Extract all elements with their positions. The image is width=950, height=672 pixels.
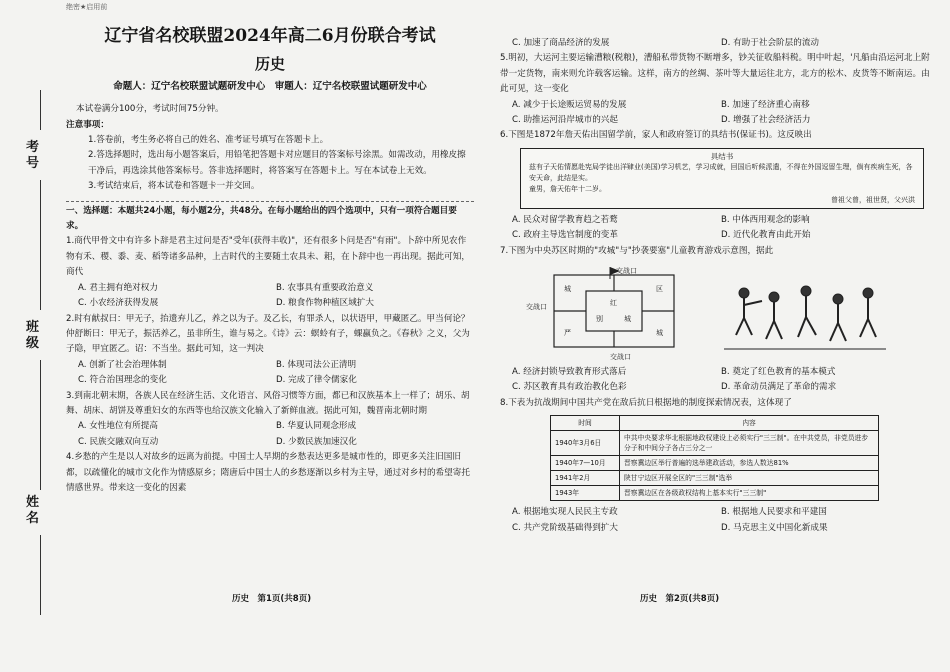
- table-cell: 1940年3月6日: [551, 431, 620, 456]
- option[interactable]: D. 有助于社会阶层的流动: [721, 38, 820, 48]
- kaohao-label: 考号: [26, 140, 40, 171]
- option[interactable]: C. 小农经济获得发展: [78, 298, 159, 309]
- notice-item: 3.考试结束后，将本试卷和答题卡一并交回。: [88, 181, 260, 192]
- question-3-options: [66, 419, 474, 450]
- question-2-stem: 2.时有献叔曰：甲无子，抬遗弃儿乙，养之以为子。及乙长，有罪杀人，以状语甲，甲藏匿乙。甲当何论？仲舒断曰：甲无子，振活养乙，虽非所生，谁与易之。《诗》云：螟蛉有子，蜾蠃负之。《春秋》之义，父为子隐，甲宜匿乙。诏：不当坐。据此可知，这一判决: [66, 313, 470, 355]
- table-cell: 1943年: [551, 486, 620, 501]
- top-note: 绝密★启用前: [66, 3, 108, 11]
- bond-line: 童男，詹天佑年十二岁。: [529, 184, 606, 193]
- option[interactable]: B. 奠定了红色教育的基本模式: [721, 367, 836, 378]
- option[interactable]: B. 体现司法公正清明: [276, 359, 357, 370]
- question-7-options: [500, 365, 930, 396]
- option[interactable]: C. 共产党阶级基础得到扩大: [512, 522, 618, 533]
- table-header: 内容: [620, 416, 879, 431]
- option[interactable]: D. 近代化教育由此开始: [721, 230, 811, 241]
- table-cell: 1940年7—10月: [551, 456, 620, 471]
- option[interactable]: C. 加速了商品经济的发展: [512, 38, 610, 48]
- option[interactable]: D. 马克思主义中国化新成果: [721, 522, 828, 533]
- option[interactable]: D. 革命动员满足了革命的需求: [721, 382, 837, 393]
- diagram-label: 交战口: [616, 267, 637, 276]
- option[interactable]: D. 完成了律令儒家化: [276, 375, 357, 386]
- option[interactable]: A. 君主拥有绝对权力: [78, 282, 158, 293]
- option[interactable]: C. 助推运河沿岸城市的兴起: [512, 115, 618, 126]
- children-game-illustration: [714, 263, 894, 361]
- question-1-options: [66, 281, 474, 312]
- question-4-options: [500, 36, 930, 51]
- notice-item: 2.答选择题时，选出每小题答案后，用铅笔把答题卡对应题目的答案标号涂黑。如需改动，用橡皮擦干净后，再选涂其他答案标号。答非选择题时，将答案写在答题卡上。写在本试卷上无效。: [88, 150, 466, 176]
- diagram-label: 城: [624, 315, 631, 324]
- question-2-options: [66, 358, 474, 389]
- question-7-stem: 7.下图为中央苏区时期的"攻城"与"抄袭要塞"儿童教育游戏示意图，据此: [500, 245, 774, 256]
- notice-title: 注意事项：: [66, 119, 109, 130]
- score-line: 本试卷满分100分，考试时间75分钟。: [76, 104, 224, 115]
- question-8-table: [550, 415, 879, 501]
- authors-line: 命题人：辽宁名校联盟试题研发中心 审题人：辽宁名校联盟试题研发中心: [113, 80, 427, 92]
- exam-title: 辽宁省名校联盟2024年高二6月份联合考试: [104, 26, 436, 47]
- table-cell: 中共中央要求华北根据地政权建设上必须实行"三三制"。在中共党员，非党员进步分子和中间分子各占三分之一: [620, 431, 879, 456]
- bond-signature: 曾祖父曾，祖世贤，父兴洪: [831, 195, 915, 204]
- question-8-options: [500, 505, 930, 536]
- question-6-stem: 6.下图是1872年詹天佑出国留学前，家人和政府签订的具结书(保证书)。这反映出: [500, 130, 812, 141]
- option[interactable]: A. 女性地位有所提高: [78, 421, 158, 432]
- binding-margin: [0, 0, 62, 672]
- subject-title: 历史: [254, 55, 285, 74]
- question-8-stem: 8.下表为抗战期间中国共产党在敌后抗日根据地的制度探索情况表，这体现了: [500, 397, 792, 408]
- divider: [66, 201, 474, 202]
- diagram-label: 交战口: [526, 303, 547, 312]
- option[interactable]: D. 少数民族加速汉化: [276, 436, 357, 447]
- table-cell: 陕甘宁边区开展全区的"三三制"选举: [620, 471, 879, 486]
- page-1: [66, 0, 474, 496]
- option[interactable]: B. 中体西用观念的影响: [721, 214, 810, 225]
- margin-rule: [40, 360, 41, 490]
- page-2-footer: 历史 第2页(共8页): [640, 594, 720, 604]
- figure-head: [739, 288, 749, 298]
- table-row: [551, 431, 879, 456]
- option[interactable]: C. 符合治国理念的变化: [78, 375, 167, 386]
- bond-line: 兹有子天佑情愿赴宪局学徒出洋肄业(美国)学习机艺，学习成就，回国后听候派遣，不得在外国逗留生理，倘有疾病生死，各安天命，此结是实。: [529, 162, 913, 182]
- game-diagram: [524, 263, 704, 361]
- diagram-label: 区: [656, 285, 663, 294]
- question-5-options: [500, 98, 930, 129]
- bond-document: [520, 148, 924, 209]
- question-1-stem: 1.商代甲骨文中有许多卜辞是君主过问是否"受年(获得丰收)"，还有很多卜问是否"有雨"。卜辞中所见农作物有禾、稷、黍、麦、稻等诸多品种，上吉时代的主要随土农具未、耜，在卜辞中也一再出现。据此可知，商代: [66, 236, 470, 278]
- option[interactable]: B. 华夏认同观念形成: [276, 421, 357, 432]
- page-2: [500, 0, 930, 536]
- notice-item: 1.答卷前，考生务必将自己的姓名、准考证号填写在答题卡上。: [88, 135, 329, 146]
- banji-label: 班级: [26, 320, 40, 351]
- diagram-label: 红: [610, 299, 617, 308]
- table-row: [551, 471, 879, 486]
- question-6-options: [500, 213, 930, 244]
- option[interactable]: B. 根据地人民要求和平建国: [721, 507, 827, 518]
- section-heading: 一、选择题：本题共24小题，每小题2分，共48分。在每小题给出的四个选项中，只有一项符合题目要求。: [66, 205, 457, 232]
- table-cell: 晋察冀边区举行普遍的选举建政活动，参选人数达81%: [620, 456, 879, 471]
- diagram-label: 城: [656, 329, 663, 338]
- question-3-stem: 3.到南北朝末期，各族人民在经济生活、文化语言、风俗习惯等方面，都已和汉族基本上一样了；胡乐、胡舞、胡床、胡饼及尊重妇女的东西等也给汉族文化输入了新鲜血液。据此可知，魏晋南北朝时期: [66, 390, 470, 416]
- diagram-label: 严: [564, 329, 571, 338]
- xingming-label: 姓名: [26, 495, 40, 526]
- option[interactable]: A. 根据地实现人民民主专政: [512, 507, 618, 518]
- option[interactable]: B. 农事具有重要政治意义: [276, 282, 374, 293]
- table-row: [551, 456, 879, 471]
- option[interactable]: A. 民众对留学教育趋之若鹜: [512, 214, 618, 225]
- page-1-footer: 历史 第1页(共8页): [232, 594, 312, 604]
- option[interactable]: A. 创新了社会治理体制: [78, 359, 167, 370]
- option[interactable]: B. 加速了经济重心南移: [721, 99, 810, 110]
- option[interactable]: A. 经济封锁导致教育形式落后: [512, 367, 627, 378]
- option[interactable]: C. 民族交融双向互动: [78, 436, 159, 447]
- question-4-stem: 4.乡愁的产生是以人对故乡的远离为前提。中国士人早期的乡愁表达更多是城市性的，即更多关注旧国旧都，以疏懂化的城市文化作为情感原乡；隋唐后中国士人的乡愁逐渐以乡村为主导，通过对乡村的希望寄托情感世界。带来这一变化的因素: [66, 452, 470, 493]
- table-row: [551, 486, 879, 501]
- option[interactable]: D. 粮食作物种植区域扩大: [276, 298, 375, 309]
- diagram-label: 城: [564, 285, 571, 294]
- margin-rule: [40, 90, 41, 130]
- table-header: 时间: [551, 416, 620, 431]
- table-cell: 晋察冀边区在各级政权结构上基本实行"三三制": [620, 486, 879, 501]
- question-7-figures: [524, 263, 930, 361]
- inner-wall: [586, 291, 642, 331]
- diagram-label: 别: [596, 315, 603, 324]
- option[interactable]: D. 增强了社会经济活力: [721, 115, 811, 126]
- margin-rule: [40, 535, 41, 615]
- option[interactable]: C. 政府主导选官制度的变革: [512, 230, 618, 241]
- option[interactable]: A. 减少于长途贩运贸易的发展: [512, 99, 627, 110]
- option[interactable]: C. 苏区教育具有政治教化色彩: [512, 382, 627, 393]
- question-5-stem: 5.明初，大运河主要运输漕粮(税粮)，漕船私带货物不断增多，钞关征收船料税。明中叶起，'凡船由沿运河北上附带一定货物，南来则允许载客运输。这样，南方的丝绸、茶叶等大量运往北方，北方的松木、皮货等不断南运。由此可见，这一变化: [500, 53, 930, 95]
- margin-rule: [40, 180, 41, 310]
- diagram-label: 交战口: [610, 353, 631, 362]
- bond-title: 具结书: [710, 151, 734, 161]
- table-cell: 1941年2月: [551, 471, 620, 486]
